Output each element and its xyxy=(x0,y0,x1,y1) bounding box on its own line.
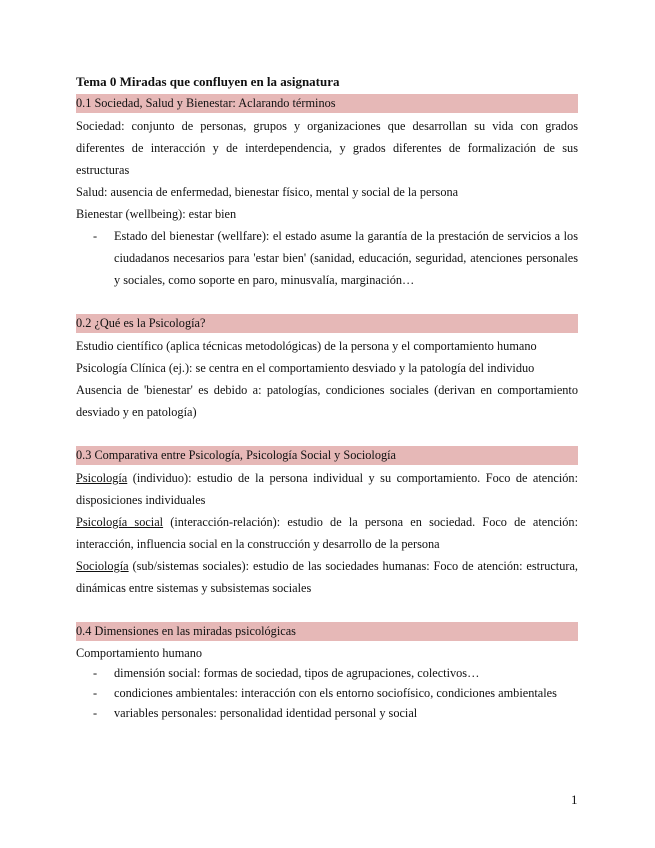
spacer xyxy=(76,599,578,621)
document-title: Tema 0 Miradas que confluyen en la asignatura xyxy=(76,74,340,89)
bullet-dash: - xyxy=(93,706,98,720)
bullet-dash: - xyxy=(93,229,98,243)
list-item-text: condiciones ambientales: interacción con els entorno sociofísico, condiciones ambientales xyxy=(114,686,557,700)
section-heading-0-3: 0.3 Comparativa entre Psicología, Psicología Social y Sociología xyxy=(76,446,578,465)
comparison-text: (interacción-relación): estudio de la persona en sociedad. Foco de atención: interacción, influencia social en la construcción y desarrollo de la persona xyxy=(76,515,578,551)
paragraph-ausencia: Ausencia de 'bienestar' es debido a: patologías, condiciones sociales (derivan en comportamiento desviado y en patología) xyxy=(76,383,578,419)
term-psicologia: Psicología xyxy=(76,471,128,485)
list-item-condiciones-ambientales xyxy=(76,683,578,703)
comparison-psicologia xyxy=(76,467,578,511)
page-content xyxy=(76,71,578,723)
section-heading-0-2: 0.2 ¿Qué es la Psicología? xyxy=(76,314,578,333)
comparison-text: (individuo): estudio de la persona individual y su comportamiento. Foco de atención: disposiciones individuales xyxy=(76,471,578,507)
list-item-dimension-social xyxy=(76,663,578,683)
spacer xyxy=(76,423,578,445)
section-heading-0-1: 0.1 Sociedad, Salud y Bienestar: Aclarando términos xyxy=(76,94,578,113)
comparison-psicologia-social xyxy=(76,511,578,555)
section-heading-0-4: 0.4 Dimensiones en las miradas psicológicas xyxy=(76,622,578,641)
bullet-dash: - xyxy=(93,666,98,680)
spacer xyxy=(76,291,578,313)
page-number: 1 xyxy=(571,792,578,807)
term-sociologia: Sociología xyxy=(76,559,129,573)
definition-bienestar: Bienestar (wellbeing): estar bien xyxy=(76,207,237,221)
list-item-text: dimensión social: formas de sociedad, tipos de agrupaciones, colectivos… xyxy=(114,666,480,680)
definition-salud: Salud: ausencia de enfermedad, bienestar físico, mental y social de la persona xyxy=(76,185,459,199)
comparison-text: (sub/sistemas sociales): estudio de las sociedades humanas: Foco de atención: estructura, dinámicas entre sistemas y subsistemas sociales xyxy=(76,559,578,595)
definition-sociedad: Sociedad: conjunto de personas, grupos y organizaciones que desarrollan su vida con grados diferentes de interacción y de interdependencia, y grados diferentes de formalización de sus estructuras xyxy=(76,119,578,177)
paragraph-comportamiento: Comportamiento humano xyxy=(76,646,203,660)
list-item-variables-personales xyxy=(76,703,578,723)
paragraph-estudio: Estudio científico (aplica técnicas metodológicas) de la persona y el comportamiento humano xyxy=(76,339,537,353)
list-item-text: Estado del bienestar (wellfare): el estado asume la garantía de la prestación de servicios a los ciudadanos necesarios para 'estar bien' (sanidad, educación, seguridad, atenciones personales y sociales, como soporte en paro, minusvalía, marginación… xyxy=(114,229,578,287)
list-item-estado-bienestar xyxy=(76,225,578,291)
paragraph-clinica: Psicología Clínica (ej.): se centra en el comportamiento desviado y la patología del individuo xyxy=(76,361,535,375)
bullet-dash: - xyxy=(93,686,98,700)
list-item-text: variables personales: personalidad identidad personal y social xyxy=(114,706,418,720)
term-psicologia-social: Psicología social xyxy=(76,515,164,529)
comparison-sociologia xyxy=(76,555,578,599)
